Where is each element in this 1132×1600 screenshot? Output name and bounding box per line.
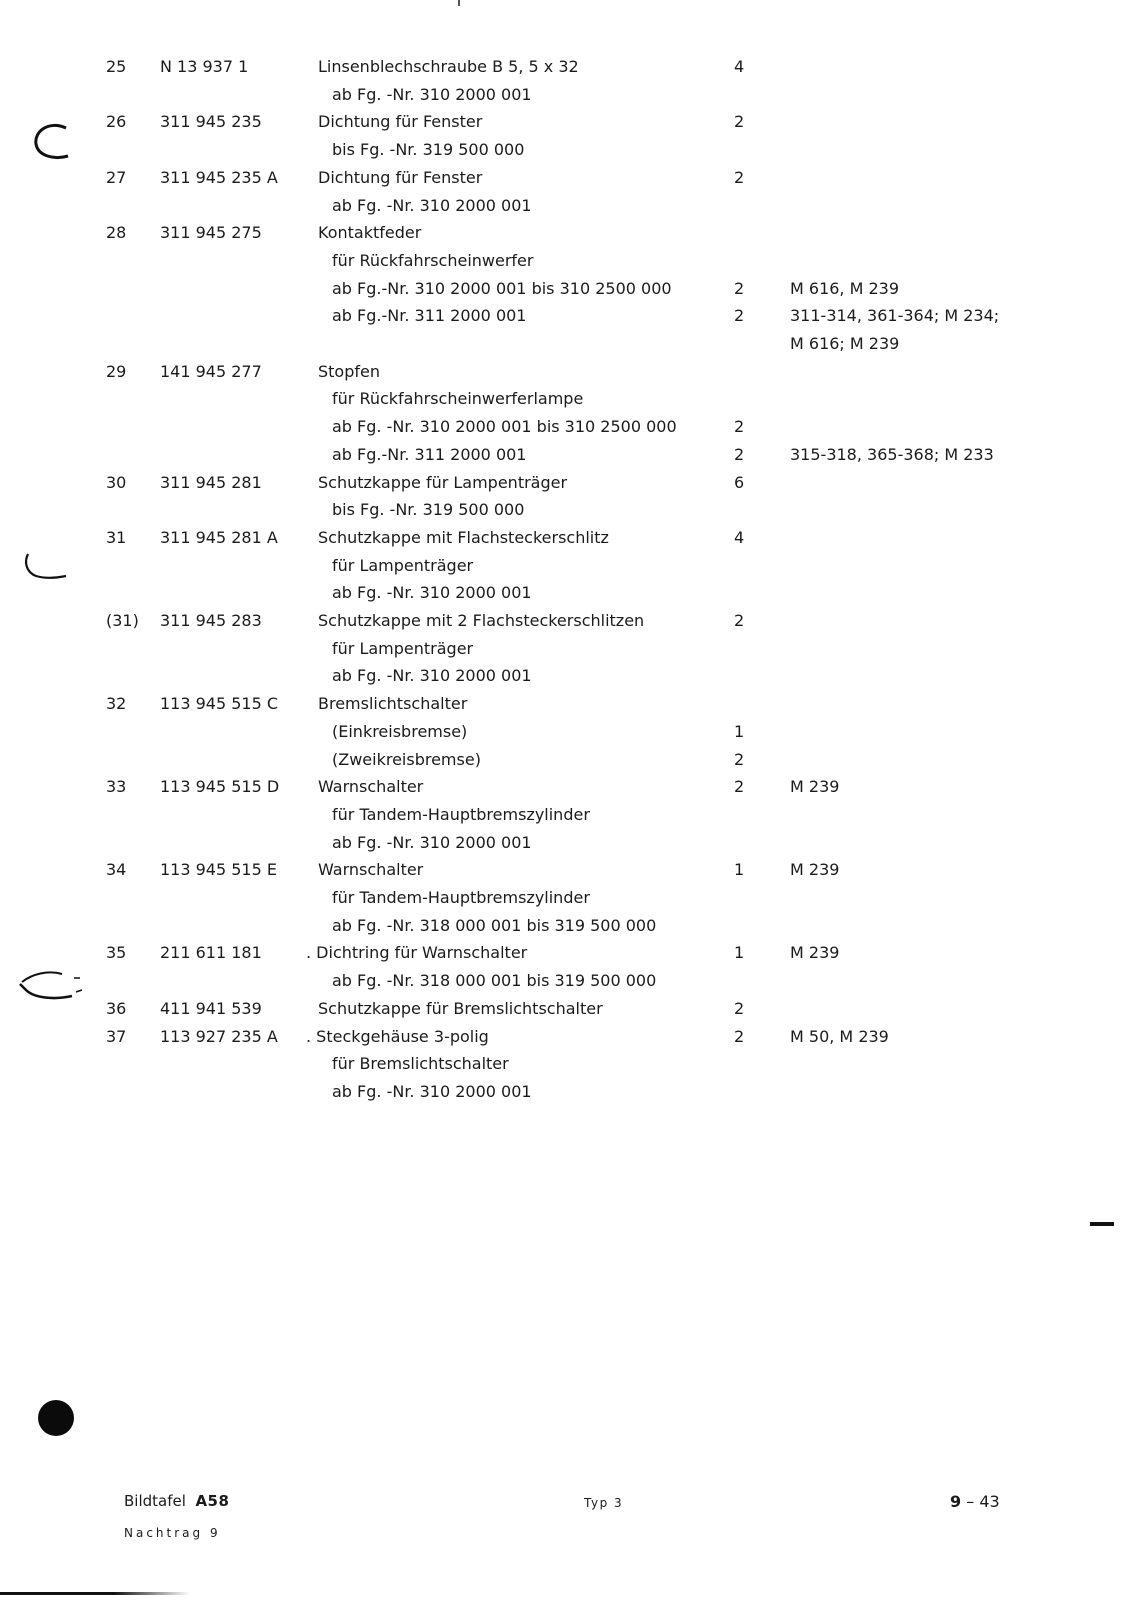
description: für Tandem-Hauptbremszylinder xyxy=(332,888,590,907)
binder-mark-3 xyxy=(14,966,84,1010)
punch-hole xyxy=(38,1400,74,1436)
quantity: 2 xyxy=(734,777,745,797)
description: Schutzkappe mit Flachsteckerschlitz xyxy=(318,527,609,547)
description: ab Fg. -Nr. 310 2000 001 xyxy=(332,1081,532,1101)
quantity: 2 xyxy=(734,112,745,132)
description: Dichtung für Fenster xyxy=(318,167,483,187)
position-number: 27 xyxy=(106,167,127,187)
description: Schutzkappe für Bremslichtschalter xyxy=(318,998,603,1018)
quantity: 2 xyxy=(734,998,745,1018)
description: Bremslichtschalter xyxy=(318,694,468,714)
supplement-note: Nachtrag 9 xyxy=(124,1526,221,1540)
description: Warnschalter xyxy=(318,860,424,880)
quantity: 6 xyxy=(734,472,745,492)
quantity: 2 xyxy=(734,417,745,437)
quantity: 1 xyxy=(734,860,745,880)
part-number: 311 945 281 A xyxy=(160,527,278,547)
description: für Tandem-Hauptbremszylinder xyxy=(332,804,590,824)
description: ab Fg. -Nr. 310 2000 001 xyxy=(332,84,532,104)
quantity: 2 xyxy=(734,1026,745,1046)
description: ab Fg. -Nr. 310 2000 001 xyxy=(332,832,532,852)
position-number: 28 xyxy=(106,223,127,243)
remark: M 50, M 239 xyxy=(790,1026,889,1046)
description: für Rückfahrscheinwerfer xyxy=(332,250,534,270)
quantity: 2 xyxy=(734,306,745,326)
quantity: 2 xyxy=(734,278,745,298)
description: Linsenblechschraube B 5, 5 x 32 xyxy=(318,57,579,76)
position-number: 26 xyxy=(106,112,127,132)
position-number: 35 xyxy=(106,943,127,963)
description: . Dichtring für Warnschalter xyxy=(306,943,528,963)
part-number: 311 945 281 xyxy=(160,472,262,492)
part-number: 113 927 235 A xyxy=(160,1026,278,1046)
description: für Rückfahrscheinwerferlampe xyxy=(332,389,584,409)
description: für Lampenträger xyxy=(332,555,474,575)
vehicle-type: Typ 3 xyxy=(584,1496,624,1510)
remark: 311-314, 361-364; M 234; xyxy=(790,306,1000,326)
position-number: 29 xyxy=(106,361,127,381)
description: bis Fg. -Nr. 319 500 000 xyxy=(332,140,525,160)
part-number: 113 945 515 C xyxy=(160,694,279,714)
description: Dichtung für Fenster xyxy=(318,112,483,132)
remark: M 239 xyxy=(790,860,840,880)
position-number: 34 xyxy=(106,860,127,880)
part-number: 311 945 235 A xyxy=(160,167,278,187)
description: ab Fg. -Nr. 310 2000 001 bis 310 2500 000 xyxy=(332,417,677,437)
part-number: 411 941 539 xyxy=(160,998,262,1018)
position-number: (31) xyxy=(106,611,139,630)
quantity: 1 xyxy=(734,943,745,963)
position-number: 25 xyxy=(106,57,127,76)
description: ab Fg. -Nr. 310 2000 001 xyxy=(332,666,532,686)
part-number: 311 945 283 xyxy=(160,611,262,630)
quantity: 2 xyxy=(734,749,745,769)
remark: M 239 xyxy=(790,943,840,963)
remark: 315-318, 365-368; M 233 xyxy=(790,444,994,464)
description: Schutzkappe mit 2 Flachsteckerschlitzen xyxy=(318,611,645,630)
quantity: 2 xyxy=(734,444,745,464)
description: ab Fg. -Nr. 310 2000 001 xyxy=(332,583,532,603)
description: ab Fg. -Nr. 318 000 001 bis 319 500 000 xyxy=(332,915,657,935)
plate-label: Bildtafel A58 xyxy=(124,1492,230,1510)
quantity: 4 xyxy=(734,527,745,547)
remark: M 616, M 239 xyxy=(790,278,900,298)
description: ab Fg. -Nr. 318 000 001 bis 319 500 000 xyxy=(332,971,657,991)
description: ab Fg.-Nr. 311 2000 001 xyxy=(332,306,527,326)
description: (Zweikreisbremse) xyxy=(332,749,481,769)
quantity: 2 xyxy=(734,611,745,630)
part-number: 113 945 515 E xyxy=(160,860,277,880)
position-number: 36 xyxy=(106,998,127,1018)
description: Kontaktfeder xyxy=(318,223,422,243)
part-number: 211 611 181 xyxy=(160,943,262,963)
plate-id: A58 xyxy=(195,1492,230,1510)
top-tick xyxy=(458,0,460,6)
binder-mark-1 xyxy=(28,118,72,166)
bottom-edge-line xyxy=(0,1592,190,1595)
description: ab Fg. -Nr. 310 2000 001 xyxy=(332,195,532,215)
part-number: 141 945 277 xyxy=(160,361,262,381)
description: (Einkreisbremse) xyxy=(332,721,468,741)
quantity: 2 xyxy=(734,167,745,187)
description: ab Fg.-Nr. 311 2000 001 xyxy=(332,444,527,464)
description: bis Fg. -Nr. 319 500 000 xyxy=(332,500,525,520)
description: für Bremslichtschalter xyxy=(332,1054,509,1074)
part-number: N 13 937 1 xyxy=(160,57,249,76)
position-number: 37 xyxy=(106,1026,127,1046)
quantity: 4 xyxy=(734,57,745,76)
part-number: 113 945 515 D xyxy=(160,777,280,797)
description: Warnschalter xyxy=(318,777,424,797)
position-number: 30 xyxy=(106,472,127,492)
description: Stopfen xyxy=(318,361,380,381)
remark: M 616; M 239 xyxy=(790,334,900,353)
position-number: 33 xyxy=(106,777,127,797)
description: . Steckgehäuse 3-polig xyxy=(306,1026,489,1046)
remark: M 239 xyxy=(790,777,840,797)
part-number: 311 945 275 xyxy=(160,223,262,243)
binder-mark-2 xyxy=(16,546,70,586)
right-edge-mark xyxy=(1090,1222,1114,1226)
description: für Lampenträger xyxy=(332,638,474,658)
quantity: 1 xyxy=(734,721,745,741)
description: ab Fg.-Nr. 310 2000 001 bis 310 2500 000 xyxy=(332,278,672,298)
description: Schutzkappe für Lampenträger xyxy=(318,472,568,492)
position-number: 31 xyxy=(106,527,127,547)
position-number: 32 xyxy=(106,694,127,714)
part-number: 311 945 235 xyxy=(160,112,262,132)
page-number: 9 – 43 xyxy=(950,1492,1000,1511)
